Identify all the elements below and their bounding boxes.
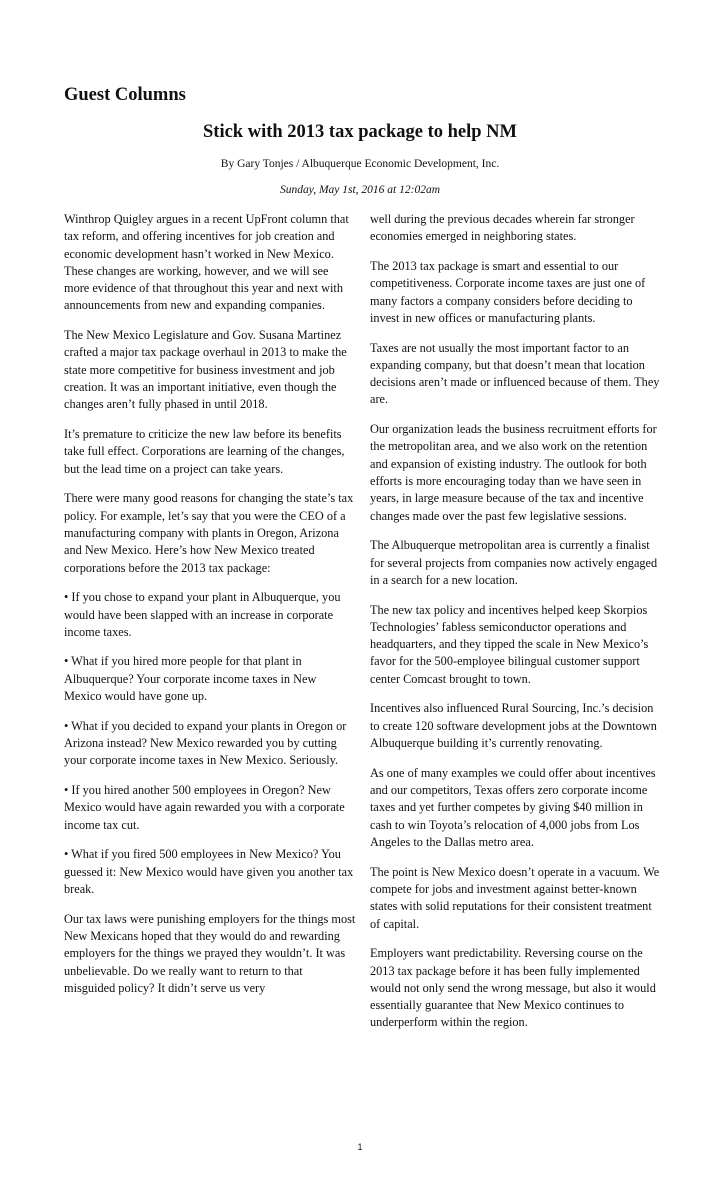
- paragraph: The New Mexico Legislature and Gov. Susana Martinez crafted a major tax package overhaul in 2013 to make the state more competitive for business investment and job creation. It was an important initiative, even though the changes aren’t fully phased in until 2018.: [64, 328, 347, 412]
- paragraph: Our organization leads the business recruitment efforts for the metropolitan area, and we also work on the retention and expansion of existing industry. The outlook for both efforts is more encouraging today than we have seen in years, in large measure because of the tax and incentive changes made over the past few legislative sessions.: [370, 422, 657, 523]
- paragraph: There were many good reasons for changing the state’s tax policy. For example, let’s say that you were the CEO of a manufacturing company with plants in Oregon, Arizona and New Mexico. Here’s how New Mexico treated corporations before the 2013 tax package:: [64, 491, 354, 575]
- bullet-paragraph: • If you hired another 500 employees in Oregon? New Mexico would have again rewarded you with a corporate income tax cut.: [64, 783, 345, 832]
- bullet-paragraph: • What if you fired 500 employees in New Mexico? You guessed it: New Mexico would have given you another tax break.: [64, 847, 354, 896]
- paragraph: The new tax policy and incentives helped keep Skorpios Technologies’ fabless semiconductor operations and headquarters, and they tipped the scale in New Mexico’s favor for the 500-employee bilingual customer support center Comcast brought to town.: [370, 602, 649, 686]
- right-column: [370, 211, 660, 1044]
- paragraph: well during the previous decades wherein far stronger economies emerged in neighboring states.: [370, 212, 635, 244]
- left-column: [64, 211, 356, 1009]
- paragraph: Our tax laws were punishing employers for the things most New Mexicans hoped that they would do and rewarding employers for the things we prayed they wouldn’t. It was unbelievable. Do we really want to return to that misguided policy? It didn’t serve us very: [64, 911, 356, 995]
- bullet-paragraph: • What if you decided to expand your plants in Oregon or Arizona instead? New Mexico rewarded you by cutting your corporate income taxes in New Mexico. Seriously.: [64, 718, 347, 768]
- paragraph: As one of many examples we could offer about incentives and our competitors, Texas offers zero corporate income taxes and yet further competes by giving $40 million in cash to win Toyota’s relocation of 4,000 jobs from Los Angeles to the Dallas metro area.: [370, 765, 656, 849]
- bullet-paragraph: • What if you hired more people for that plant in Albuquerque? Your corporate income taxes in New Mexico would have gone up.: [64, 654, 317, 704]
- paragraph: It’s premature to criticize the new law before its benefits take full effect. Corporations are learning of the changes, but the lead time on a project can take years.: [64, 427, 345, 476]
- paragraph: The 2013 tax package is smart and essential to our competitiveness. Corporate income taxes are just one of many factors a company considers before deciding to invest in new offices or manufacturing plants.: [370, 258, 646, 325]
- dateline: Sunday, May 1st, 2016 at 12:02am: [279, 184, 441, 196]
- paragraph: Winthrop Quigley argues in a recent UpFront column that tax reform, and offering incentives for job creation and economic development hasn’t worked in New Mexico. These changes are working, however, and we will see more evidence of that throughout this year and next with announcements from new and expanding companies.: [64, 212, 349, 313]
- byline: By Gary Tonjes / Albuquerque Economic Development, Inc.: [220, 158, 500, 170]
- article-title: Stick with 2013 tax package to help NM: [203, 122, 517, 142]
- bullet-paragraph: • If you chose to expand your plant in Albuquerque, you would have been slapped with an increase in corporate income taxes.: [64, 590, 341, 639]
- paragraph: Taxes are not usually the most important factor to an expanding company, but that doesn’t mean that location decisions aren’t made or influenced because of them. They are.: [370, 340, 660, 407]
- paragraph: The Albuquerque metropolitan area is currently a finalist for several projects from companies now actively engaged in a search for a new location.: [370, 538, 658, 587]
- paragraph: The point is New Mexico doesn’t operate in a vacuum. We compete for jobs and investment against better-known states with solid reputations for their consistent treatment of capital.: [370, 864, 660, 931]
- paragraph: Employers want predictability. Reversing course on the 2013 tax package before it has been fully implemented would not only send the wrong message, but also it would essentially guarantee that New Mexico continues to underperform within the region.: [370, 946, 656, 1030]
- section-label: Guest Columns: [64, 85, 186, 105]
- paragraph: Incentives also influenced Rural Sourcing, Inc.’s decision to create 120 software development jobs at the Downtown Albuquerque building it’s currently renovating.: [370, 701, 657, 751]
- page-number: 1: [357, 1142, 363, 1152]
